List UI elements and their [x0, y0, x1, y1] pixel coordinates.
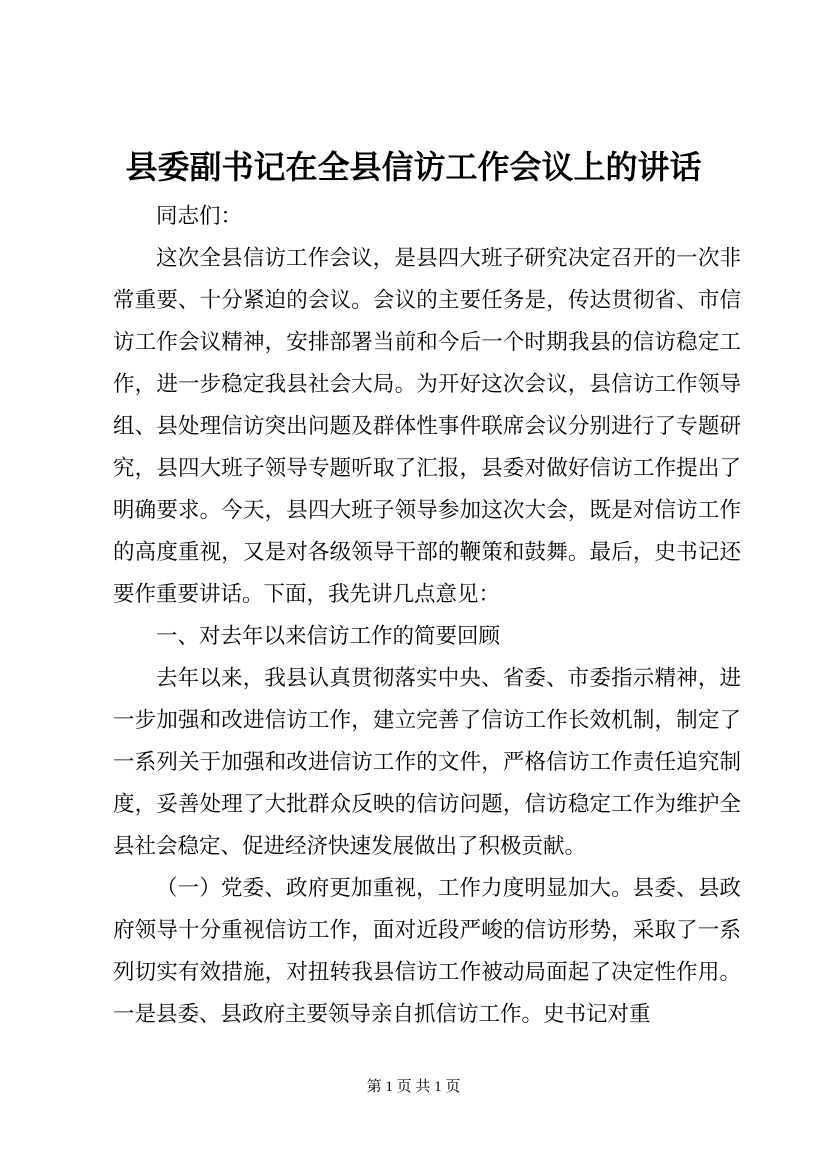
section-heading-1: 一、对去年以来信访工作的简要回顾 [156, 624, 501, 649]
page-footer: 第 1 页 共 1 页 [366, 1079, 461, 1095]
paragraph-subsection-1: （一）党委、政府更加重视，工作力度明显加大。县委、县政府领导十分重视信访工作，面对近段严峻的信访形势，采取了一系列切实有效措施，对扭转我县信访工作被动局面起了决定性作用。一是县委、县政府主要领导亲自抓信访工作。史书记对重 [113, 876, 741, 1027]
document-body [113, 196, 741, 1036]
paragraph-intro: 这次全县信访工作会议，是县四大班子研究决定召开的一次非常重要、十分紧迫的会议。会议的主要任务是，传达贯彻省、市信访工作会议精神，安排部署当前和今后一个时期我县的信访稳定工作，进一步稳定我县社会大局。为开好这次会议，县信访工作领导组、县处理信访突出问题及群体性事件联席会议分别进行了专题研究，县四大班子领导专题听取了汇报，县委对做好信访工作提出了明确要求。今天，县四大班子领导参加这次大会，既是对信访工作的高度重视，又是对各级领导干部的鞭策和鼓舞。最后，史书记还要作重要讲话。下面，我先讲几点意见： [113, 246, 741, 607]
paragraph-review: 去年以来，我县认真贯彻落实中央、省委、市委指示精神，进一步加强和改进信访工作，建立完善了信访工作长效机制，制定了一系列关于加强和改进信访工作的文件，严格信访工作责任追究制度，妥善处理了大批群众反映的信访问题，信访稳定工作为维护全县社会稳定、促进经济快速发展做出了积极贡献。 [113, 666, 741, 859]
document-title: 县委副书记在全县信访工作会议上的讲话 [125, 148, 702, 186]
greeting: 同志们： [156, 204, 243, 229]
